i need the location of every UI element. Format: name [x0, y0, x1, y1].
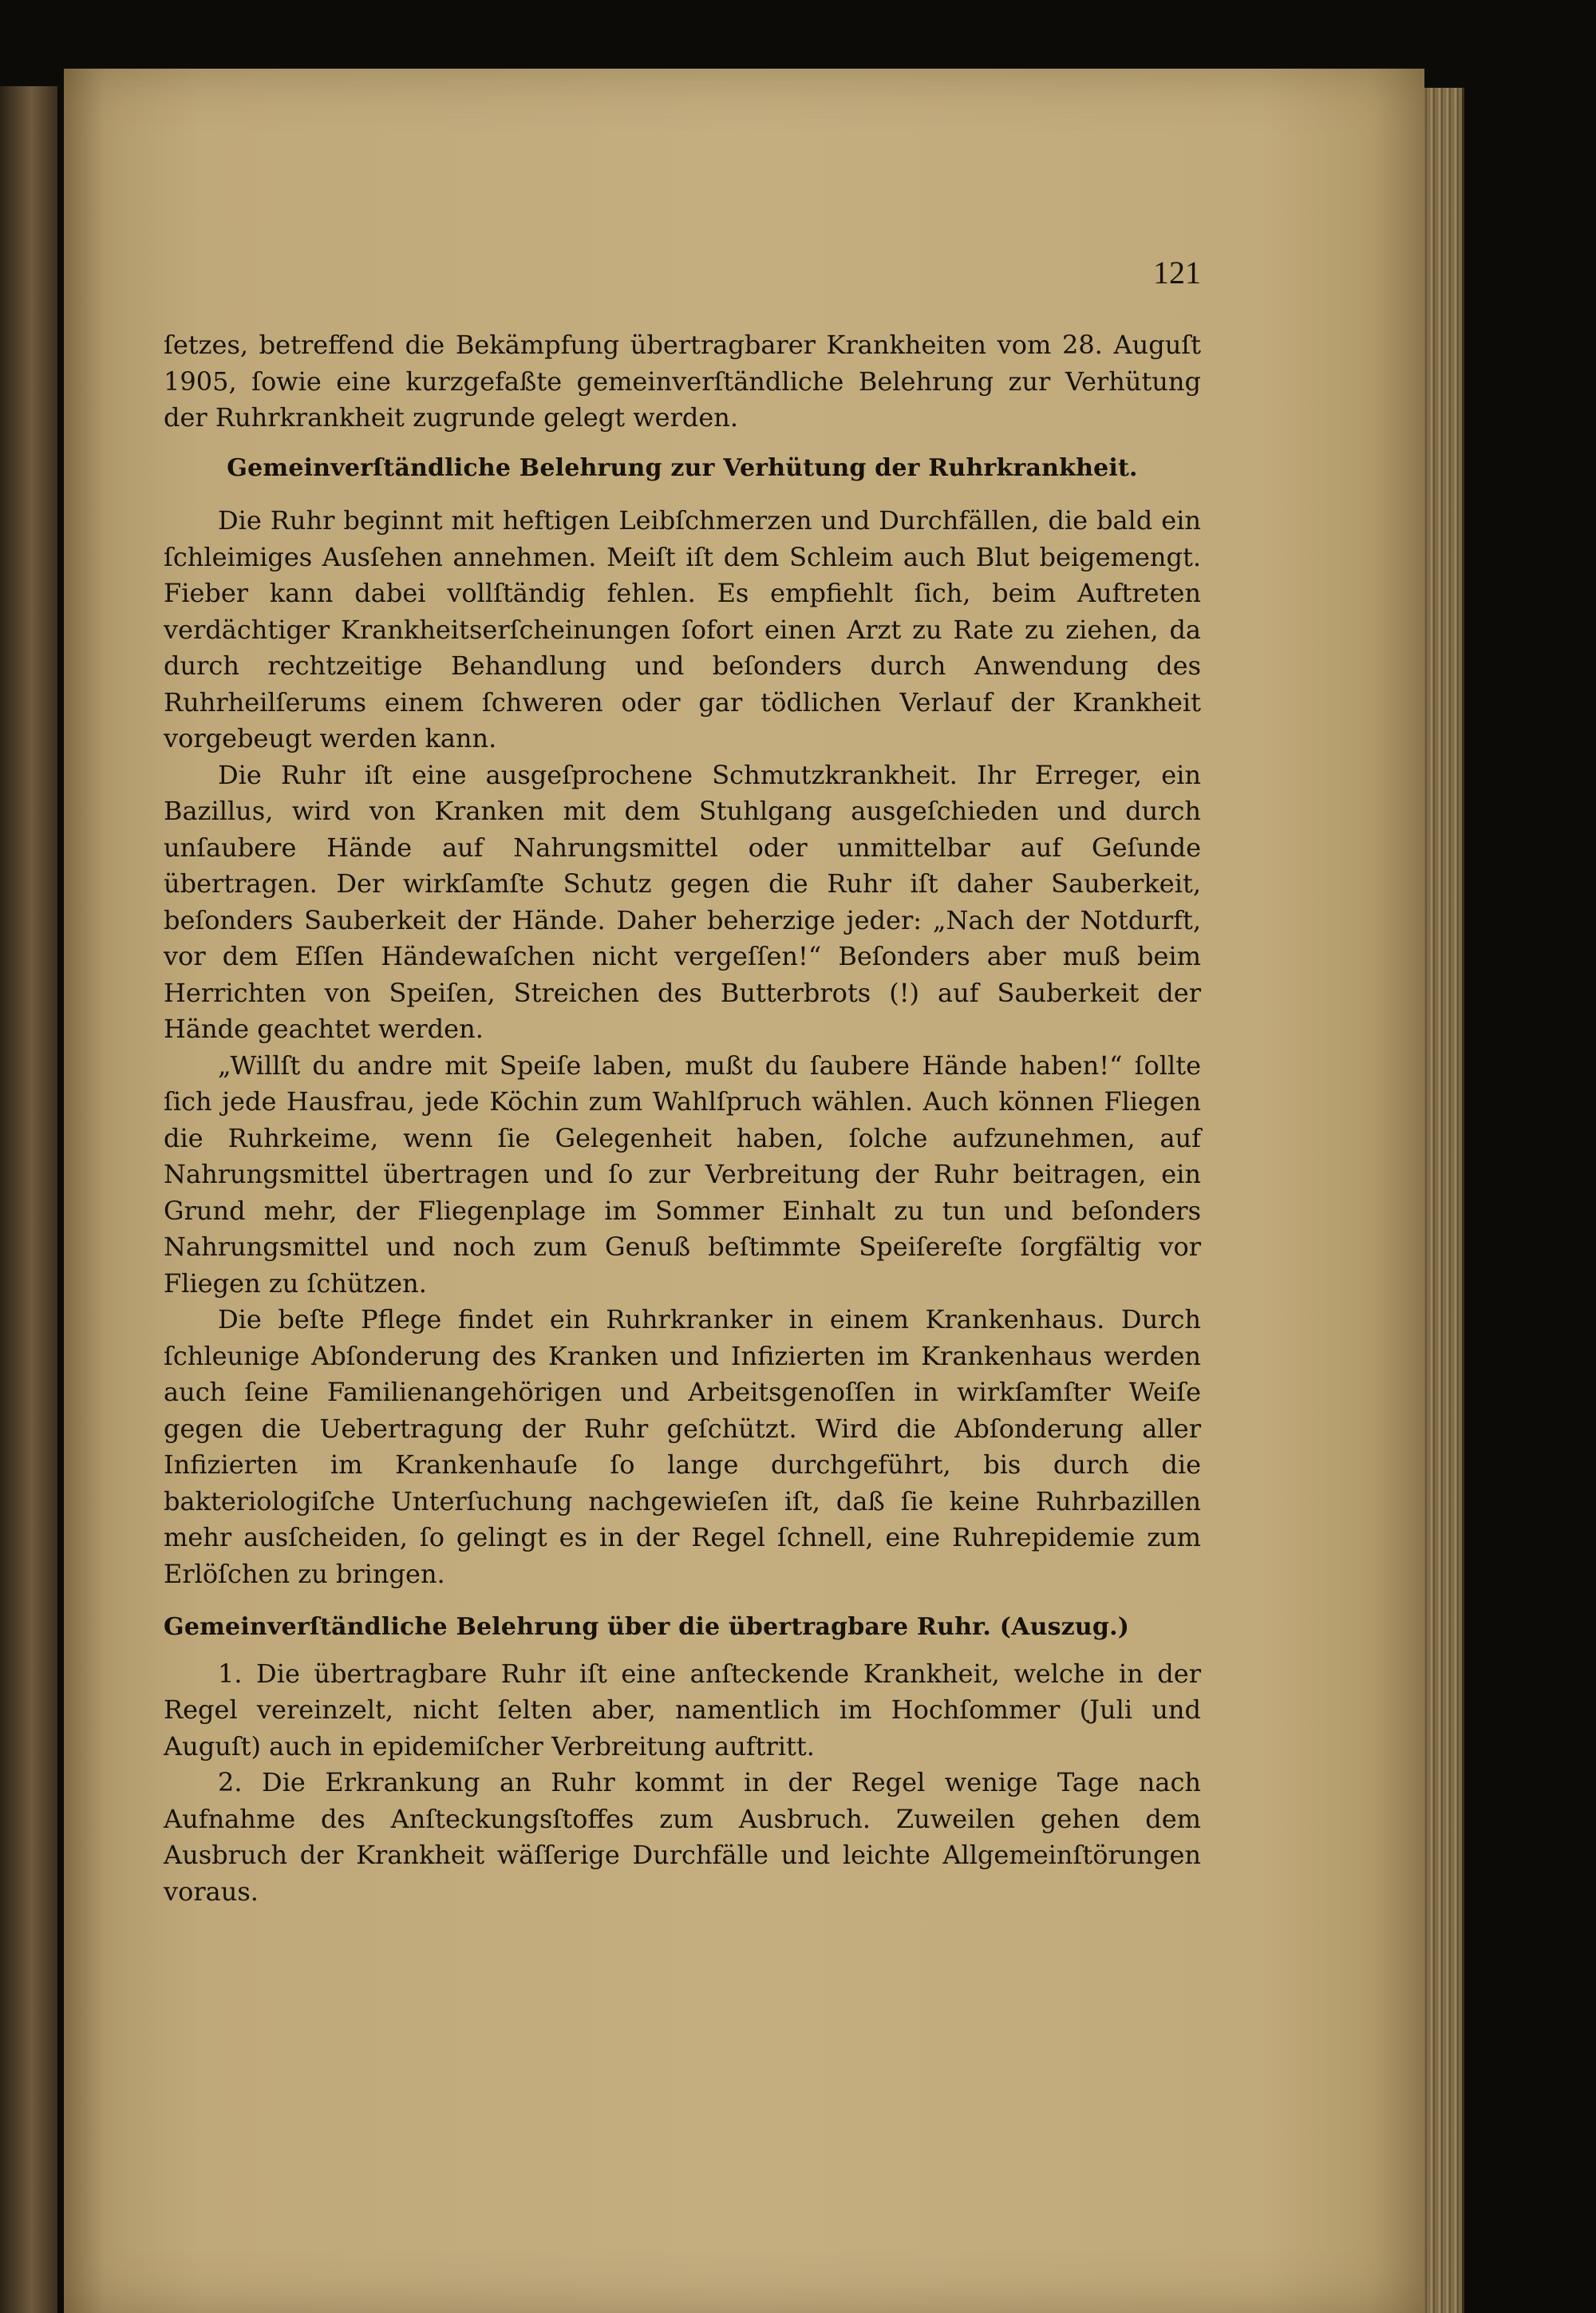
- list-item: 1. Die übertragbare Ruhr iſt eine anſteckende Krankheit, welche in der Regel vereinzelt, nicht ſelten aber, namentlich im Hochſommer (Juli und Auguſt) auch in epidemiſcher Verbreitung auftritt.: [164, 1658, 1201, 1761]
- section-heading-excerpt: [164, 1609, 1201, 1646]
- paragraph-flies: „Willſt du andre mit Speiſe laben, mußt du ſaubere Hände haben!“ ſollte ſich jede Hausfrau, jede Köchin zum Wahlſpruch wählen. Auch können Fliegen die Ruhrkeime, wenn ſie Gelegenheit haben, ſolche aufzunehmen, auf Nahrungsmittel übertragen und ſo zur Verbreitung der Ruhr beitragen, ein Grund mehr, der Fliegenplage im Sommer Einhalt zu tun und beſonders Nahrungsmittel und noch zum Genuß beſtimmte Speiſereſte ſorgfältig vor Fliegen zu ſchützen.: [164, 1050, 1201, 1299]
- list-item: 2. Die Erkrankung an Ruhr kommt in der Regel wenige Tage nach Aufnahme des Anſteckungsſtoffes zum Ausbruch. Zuweilen gehen dem Ausbruch der Krankheit wäſſerige Durchfälle und leichte Allgemeinſtörungen voraus.: [164, 1767, 1201, 1907]
- facing-page-edge: [0, 86, 57, 2313]
- page-number: 121: [1153, 255, 1201, 291]
- section-heading-excerpt-title: Gemeinverſtändliche Belehrung über die übertragbare Ruhr.: [164, 1613, 992, 1641]
- section-heading-prevention: Gemeinverſtändliche Belehrung zur Verhütung der Ruhrkrankheit.: [227, 453, 1138, 482]
- section-heading-excerpt-suffix: (Auszug.): [999, 1613, 1130, 1641]
- page-text: [164, 327, 1201, 1910]
- paragraph-hygiene: Die Ruhr iſt eine ausgeſprochene Schmutzkrankheit. Ihr Erreger, ein Bazillus, wird von Kranken mit dem Stuhlgang ausgeſchieden und durch unſaubere Hände auf Nahrungsmittel oder unmittelbar auf Geſunde übertragen. Der wirkſamſte Schutz gegen die Ruhr iſt daher Sauberkeit, beſonders Sauberkeit der Hände. Daher beherzige jeder: „Nach der Notdurft, vor dem Eſſen Händewaſchen nicht vergeſſen!“ Beſonders aber muß beim Herrichten von Speiſen, Streichen des Butterbrots (!) auf Sauberkeit der Hände geachtet werden.: [164, 759, 1201, 1044]
- paragraph-hospital: Die beſte Pflege findet ein Ruhrkranker in einem Krankenhaus. Durch ſchleunige Abſonderung des Kranken und Infizierten im Krankenhaus werden auch ſeine Familienangehörigen und Arbeitsgenoſſen in wirkſamſter Weiſe gegen die Uebertragung der Ruhr geſchützt. Wird die Abſonderung aller Infizierten im Krankenhauſe ſo lange durchgeführt, bis durch die bakteriologiſche Unterſuchung nachgewieſen iſt, daß ſie keine Ruhrbazillen mehr ausſcheiden, ſo gelingt es in der Regel ſchnell, eine Ruhrepidemie zum Erlöſchen zu bringen.: [164, 1304, 1201, 1589]
- intro-paragraph: ſetzes, betreffend die Bekämpfung übertragbarer Krankheiten vom 28. Auguſt 1905, ſowie eine kurzgefaßte gemeinverſtändliche Belehrung zur Verhütung der Ruhrkrankheit zugrunde gelegt werden.: [164, 330, 1201, 433]
- paragraph-symptoms: Die Ruhr beginnt mit heftigen Leibſchmerzen und Durchfällen, die bald ein ſchleimiges Ausſehen annehmen. Meiſt iſt dem Schleim auch Blut beigemengt. Fieber kann dabei vollſtändig fehlen. Es empfiehlt ſich, beim Auftreten verdächtiger Krankheitserſcheinungen ſofort einen Arzt zu Rate zu ziehen, da durch rechtzeitige Behandlung und beſonders durch Anwendung des Ruhrheilſerums einem ſchweren oder gar tödlichen Verlauf der Krankheit vorgebeugt werden kann.: [164, 505, 1201, 753]
